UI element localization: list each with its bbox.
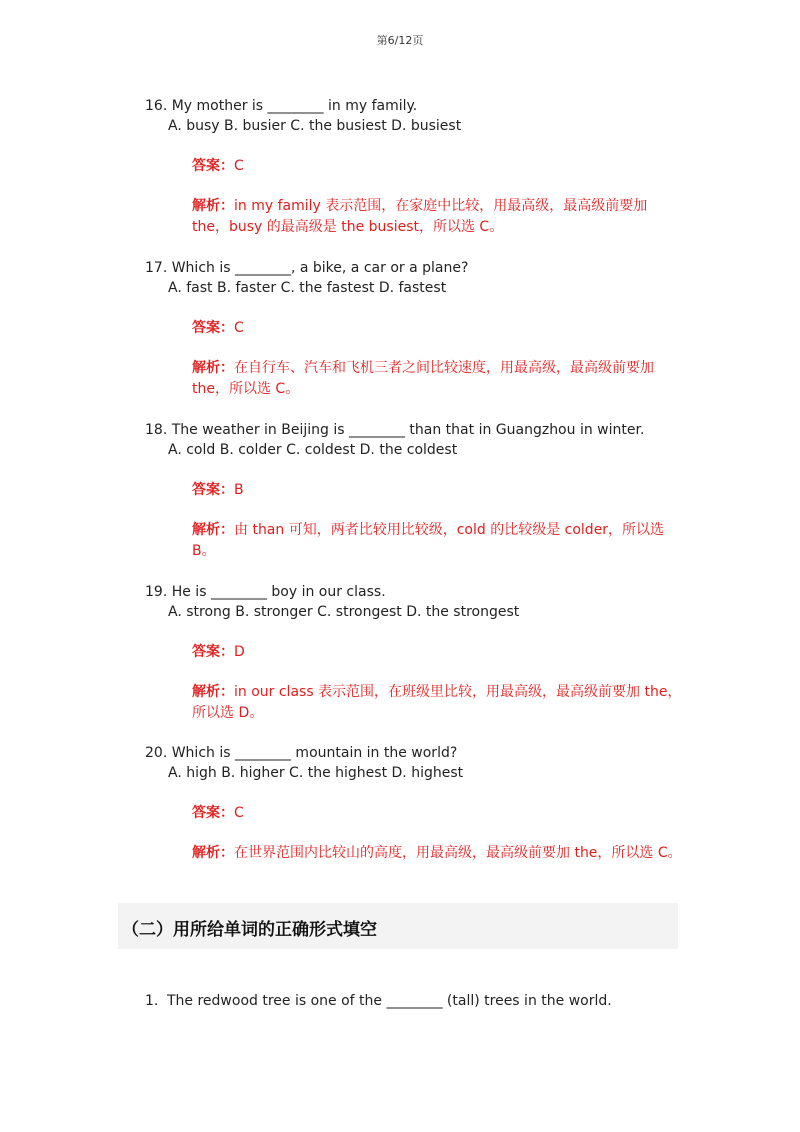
explanation [192, 520, 682, 562]
question-options: A. fast B. faster C. the fastest D. fastest [168, 280, 447, 296]
section-title: （二）用所给单词的正确形式填空 [122, 920, 377, 940]
explanation [192, 843, 682, 864]
question-16 [145, 96, 685, 238]
explanation [192, 358, 682, 400]
item-number: 1. [145, 993, 159, 1009]
explanation-label: 解析： [192, 360, 234, 376]
section-header [118, 903, 678, 949]
answer-value: C [234, 805, 244, 821]
answer-value: B [234, 482, 244, 498]
answer-line [192, 803, 685, 823]
question-stem: 20. Which is ________ mountain in the world? [145, 745, 458, 761]
question-17 [145, 258, 685, 400]
answer-label: 答案： [192, 805, 234, 821]
question-options: A. high B. higher C. the highest D. highest [168, 765, 464, 781]
answer-label: 答案： [192, 482, 234, 498]
question-stem: 16. My mother is ________ in my family. [145, 98, 418, 114]
question-options: A. busy B. busier C. the busiest D. busiest [168, 118, 462, 134]
explanation-label: 解析： [192, 845, 234, 861]
question-20 [145, 743, 685, 864]
answer-label: 答案： [192, 320, 234, 336]
question-stem: 18. The weather in Beijing is ________ than that in Guangzhou in winter. [145, 422, 645, 438]
question-stem: 19. He is ________ boy in our class. [145, 584, 386, 600]
answer-label: 答案： [192, 644, 234, 660]
question-options: A. cold B. colder C. coldest D. the coldest [168, 442, 458, 458]
explanation-text: in our class 表示范围，在班级里比较，用最高级，最高级前要加 the，所以选 D。 [192, 684, 682, 721]
explanation-text: 在自行车、汽车和飞机三者之间比较速度，用最高级，最高级前要加 the，所以选 C。 [192, 360, 654, 397]
item-text: The redwood tree is one of the ________ (tall) trees in the world. [167, 993, 612, 1009]
question-options: A. strong B. stronger C. strongest D. the strongest [168, 604, 520, 620]
question-18 [145, 420, 685, 562]
explanation-text: 在世界范围内比较山的高度，用最高级，最高级前要加 the，所以选 C。 [234, 845, 682, 861]
explanation [192, 682, 682, 724]
fill-blank-item-1 [145, 991, 612, 1011]
explanation-text: in my family 表示范围，在家庭中比较，用最高级，最高级前要加 the，busy 的最高级是 the busiest，所以选 C。 [192, 198, 648, 235]
answer-label: 答案： [192, 158, 234, 174]
answer-line [192, 156, 685, 176]
question-19 [145, 582, 685, 724]
answer-value: C [234, 320, 244, 336]
answer-value: C [234, 158, 244, 174]
explanation [192, 196, 682, 238]
page-number: 第6/12页 [376, 34, 424, 47]
explanation-text: 由 than 可知，两者比较用比较级，cold 的比较级是 colder，所以选 B。 [192, 522, 665, 559]
answer-value: D [234, 644, 245, 660]
question-stem: 17. Which is ________, a bike, a car or a plane? [145, 260, 469, 276]
answer-line [192, 318, 685, 338]
explanation-label: 解析： [192, 684, 234, 700]
answer-line [192, 642, 685, 662]
explanation-label: 解析： [192, 522, 234, 538]
answer-line [192, 480, 685, 500]
explanation-label: 解析： [192, 198, 234, 214]
